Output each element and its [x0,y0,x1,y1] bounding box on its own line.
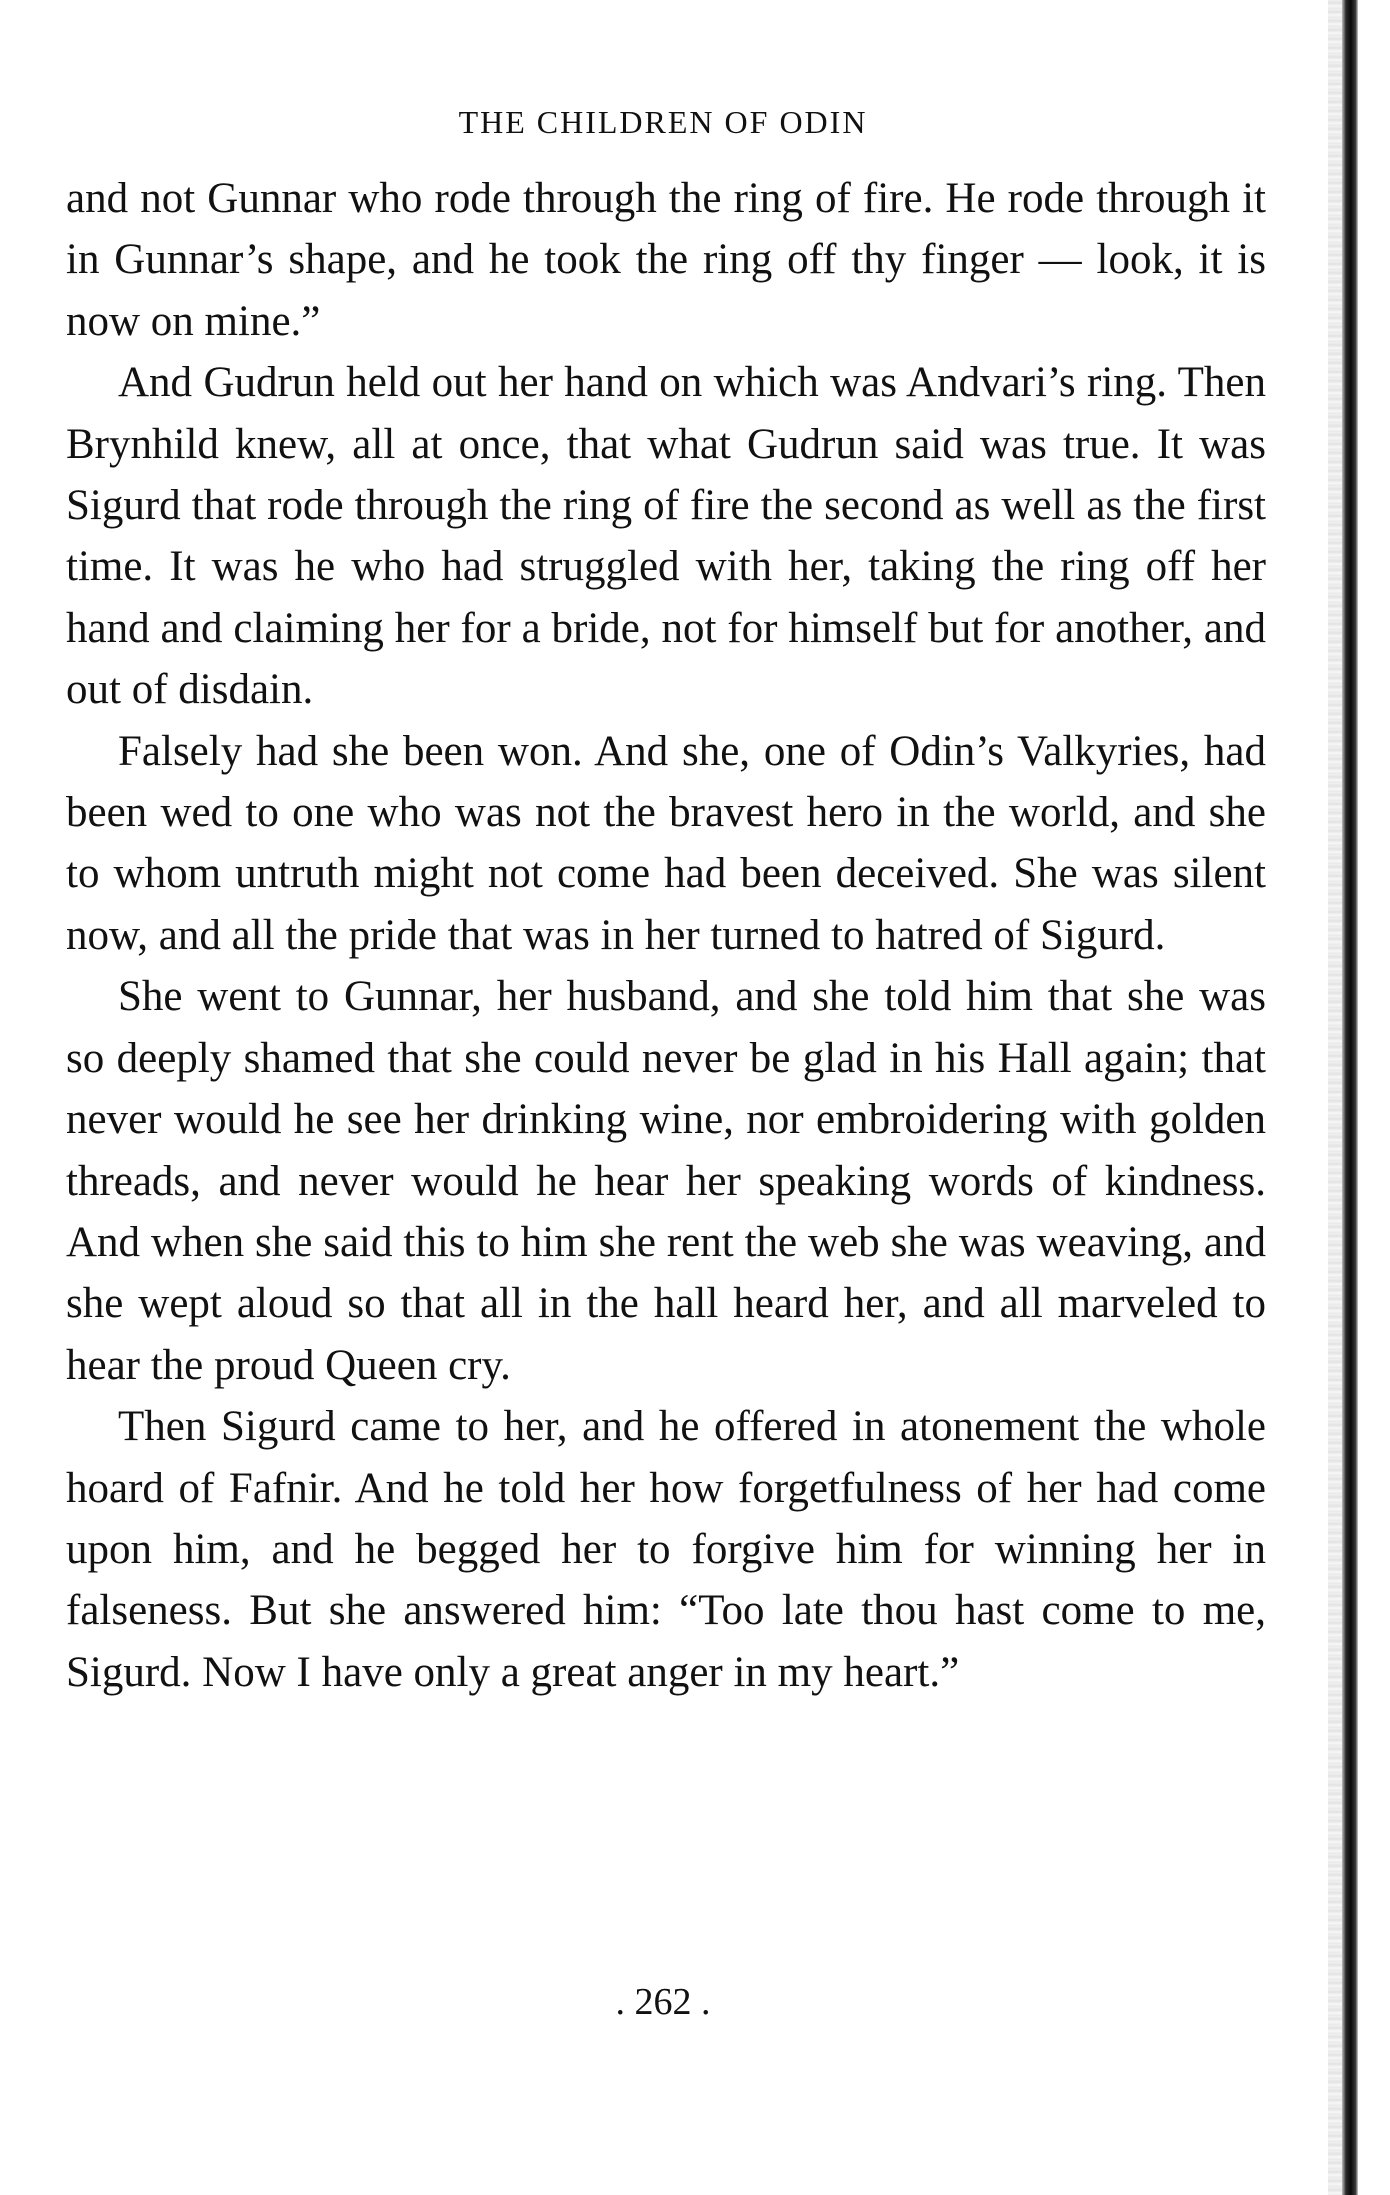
paragraph: Then Sigurd came to her, and he offered in atonement the whole hoard of Fafnir. And he told her how forgetfulness of her had come upon him, and he begged her to forgive him for winning her in falseness. But she answered him: “Too late thou hast come to me, Sigurd. Now I have only a great anger in my heart.” [66,1403,1266,1696]
book-spine-edge [1328,0,1390,2195]
paragraph: And Gudrun held out her hand on which was Andvari’s ring. Then Brynhild knew, all at once, that what Gudrun said was true. It was Sigurd that rode through the ring of fire the second as well as the first time. It was he who had struggled with her, taking the ring off her hand and claiming her for a bride, not for himself but for another, and out of disdain. [66,359,1266,714]
spine-line [1342,0,1358,2195]
page-number: . 262 . [615,1981,711,2023]
running-head: THE CHILDREN OF ODIN [458,104,868,140]
body-text [66,168,1266,1703]
paragraph: She went to Gunnar, her husband, and she told him that she was so deeply shamed that she could never be glad in his Hall again; that never would he see her drinking wine, nor embroidering with golden threads, and never would he hear her speaking words of kindness. And when she said this to him she rent the web she was weaving, and she wept aloud so that all in the hall heard her, and all marveled to hear the proud Queen cry. [66,973,1266,1389]
paragraph-continued: and not Gunnar who rode through the ring of fire. He rode through it in Gunnar’s shape, and he took the ring off thy finger — look, it is now on mine.” [66,175,1266,345]
spine-shadow [1328,0,1342,2195]
paragraph: Falsely had she been won. And she, one of Odin’s Valkyries, had been wed to one who was not the bravest hero in the world, and she to whom untruth might not come had been deceived. She was silent now, and all the pride that was in her turned to hatred of Sigurd. [66,727,1266,959]
